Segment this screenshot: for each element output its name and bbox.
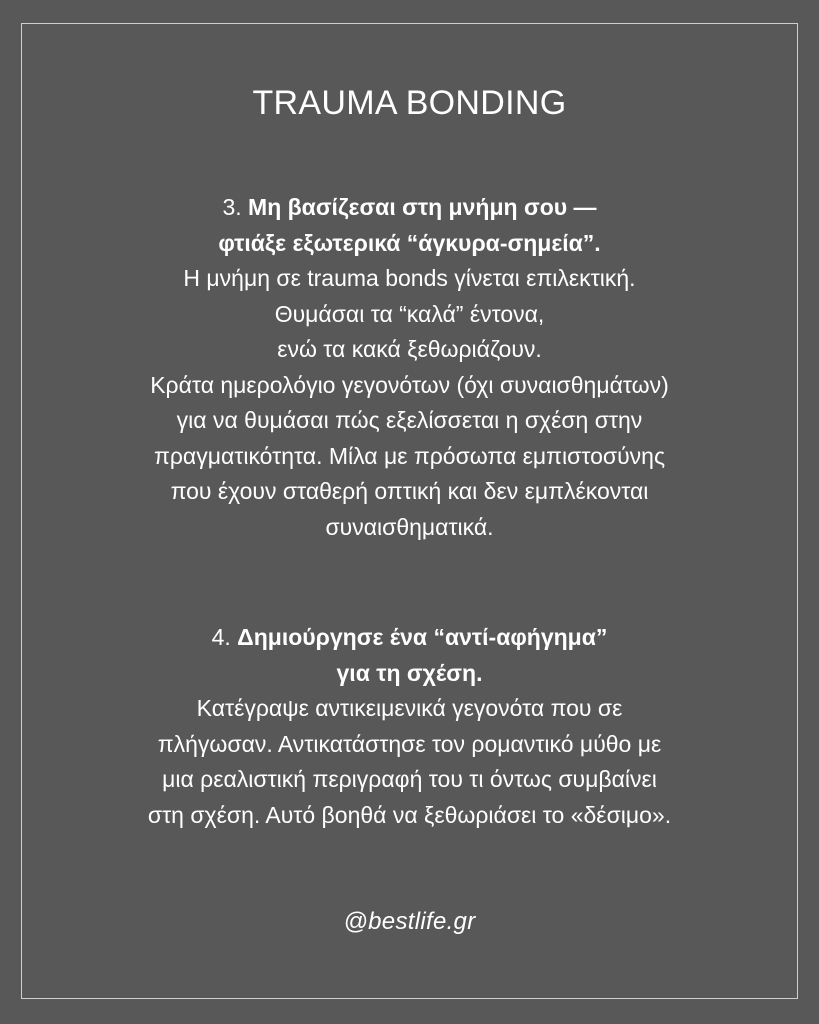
- tip-body-line: πλήγωσαν. Αντικατάστησε τον ρομαντικό μύθο με: [157, 730, 662, 757]
- tip-heading: Μη βασίζεσαι στη μνήμη σου —: [248, 194, 597, 220]
- tip-body-line: μια ρεαλιστική περιγραφή του τι όντως συμβαίνει: [162, 766, 657, 792]
- tip-body-line: Θυμάσαι τα “καλά” έντονα,: [274, 300, 545, 327]
- tip-body-line: πραγματικότητα. Μίλα με πρόσωπα εμπιστοσύνης: [153, 442, 666, 469]
- tip-body-line: που έχουν σταθερή οπτική και δεν εμπλέκονται: [170, 478, 649, 504]
- tip-number: 3.: [222, 194, 242, 220]
- tip-body-line: Κατέγραψε αντικειμενικά γεγονότα που σε: [196, 695, 623, 721]
- tip-section-3: [40, 190, 779, 545]
- tip-body-line: Κράτα ημερολόγιο γεγονότων (όχι συναισθημάτων): [150, 371, 669, 398]
- tip-body-line: στη σχέση. Αυτό βοηθά να ξεθωριάσει το «δέσιμο».: [147, 801, 672, 828]
- tip-heading-line-2: φτιάξε εξωτερικά “άγκυρα-σημεία”.: [218, 229, 601, 256]
- tip-heading-line-1: [40, 190, 779, 226]
- tip-body-line: για να θυμάσαι πώς εξελίσσεται η σχέση στην: [176, 407, 643, 433]
- tip-heading: Δημιούργησε ένα “αντί-αφήγημα”: [237, 624, 608, 650]
- social-handle: @bestlife.gr: [343, 908, 476, 935]
- tip-number: 4.: [211, 624, 231, 650]
- tip-body-line: συναισθηματικά.: [325, 513, 494, 540]
- tip-section-4: [40, 620, 779, 833]
- tip-body-line: Η μνήμη σε trauma bonds γίνεται επιλεκτική.: [183, 265, 636, 291]
- page-title: TRAUMA BONDING: [252, 84, 567, 122]
- tip-body-line: ενώ τα κακά ξεθωριάζουν.: [277, 336, 542, 362]
- tip-heading-line-1: [40, 620, 779, 656]
- tip-heading-line-2: για τη σχέση.: [336, 659, 483, 686]
